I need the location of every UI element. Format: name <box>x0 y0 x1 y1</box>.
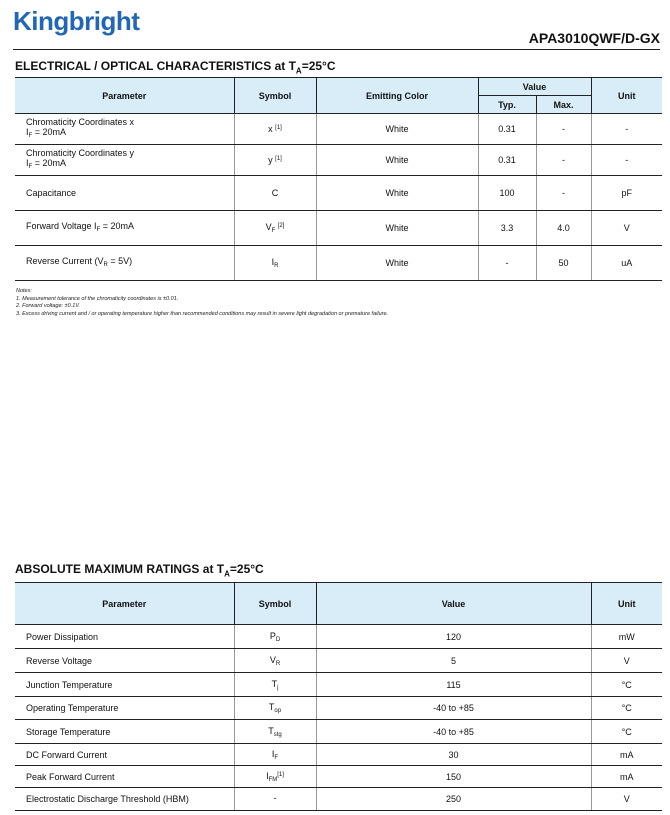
table-row <box>15 649 662 673</box>
header-value: Value <box>478 78 591 96</box>
unit-cell: - <box>591 145 662 176</box>
param-cell: Electrostatic Discharge Threshold (HBM) <box>15 788 234 811</box>
unit-cell: °C <box>591 697 662 720</box>
symbol-cell: $T_{stg}$ <box>234 720 316 744</box>
max-cell: 50 <box>536 246 591 281</box>
symbol-cell: - <box>234 788 316 811</box>
symbol-cell: y [1] <box>234 145 316 176</box>
max-cell: - <box>536 145 591 176</box>
unit-cell: mA <box>591 744 662 766</box>
param-cell: Storage Temperature <box>15 720 234 744</box>
table-row <box>15 145 662 176</box>
unit-cell: V <box>591 211 662 246</box>
brand-logo: Kingbright <box>13 6 140 36</box>
electrical-optical-table <box>15 77 662 281</box>
table-row <box>15 211 662 246</box>
header-symbol: Symbol <box>234 583 316 625</box>
unit-cell: pF <box>591 176 662 211</box>
table-row <box>15 697 662 720</box>
table-row <box>15 673 662 697</box>
unit-cell: - <box>591 114 662 145</box>
symbol-cell: $I_{FM}[1]$ <box>234 766 316 788</box>
param-cell: Reverse Current $(V_R = 5V)$ <box>15 246 234 281</box>
notes <box>16 288 388 318</box>
param-cell: DC Forward Current <box>15 744 234 766</box>
section-title-electrical: ELECTRICAL / OPTICAL CHARACTERISTICS at $T_A=25^\circ C$ <box>15 59 336 76</box>
header-emitting-color: Emitting Color <box>316 78 478 114</box>
section-title-absolute-max: ABSOLUTE MAXIMUM RATINGS at $T_A=25^\circ C$ <box>15 562 264 579</box>
value-cell: 150 <box>316 766 591 788</box>
table-row <box>15 766 662 788</box>
note-3: 3. Excess driving current and / or operating temperature higher than recommended conditions may result in severe light degradation or premature failure. <box>16 310 389 317</box>
header-parameter: Parameter <box>15 78 234 114</box>
unit-cell: uA <box>591 246 662 281</box>
symbol-cell: x [1] <box>234 114 316 145</box>
unit-cell: °C <box>591 673 662 697</box>
table-row <box>15 720 662 744</box>
symbol-cell: $V_R$ <box>234 649 316 673</box>
param-cell: Power Dissipation <box>15 625 234 649</box>
color-cell: White <box>316 145 478 176</box>
param-cell: Forward Voltage $I_F = 20mA$ <box>15 211 234 246</box>
part-number: APA3010QWF/D-GX <box>528 30 660 46</box>
param-cell: Junction Temperature <box>15 673 234 697</box>
header-divider <box>13 49 660 50</box>
typ-cell: 100 <box>478 176 536 211</box>
symbol-cell: $T_j$ <box>234 673 316 697</box>
symbol-cell: $I_F$ <box>234 744 316 766</box>
value-cell: -40 to +85 <box>316 720 591 744</box>
value-cell: 250 <box>316 788 591 811</box>
color-cell: White <box>316 211 478 246</box>
header-max: Max. <box>536 96 591 114</box>
header-parameter: Parameter <box>15 583 234 625</box>
table-row <box>15 246 662 281</box>
unit-cell: mW <box>591 625 662 649</box>
header-symbol: Symbol <box>234 78 316 114</box>
table-row <box>15 625 662 649</box>
unit-cell: V <box>591 649 662 673</box>
notes-heading: Notes: <box>16 288 32 294</box>
max-cell: 4.0 <box>536 211 591 246</box>
table-row <box>15 788 662 811</box>
value-cell: 115 <box>316 673 591 697</box>
header-typ: Typ. <box>478 96 536 114</box>
table-row <box>15 114 662 145</box>
param-cell: Operating Temperature <box>15 697 234 720</box>
value-cell: -40 to +85 <box>316 697 591 720</box>
typ-cell: 3.3 <box>478 211 536 246</box>
symbol-cell: C <box>234 176 316 211</box>
unit-cell: V <box>591 788 662 811</box>
color-cell: White <box>316 114 478 145</box>
table-row <box>15 744 662 766</box>
max-cell: - <box>536 114 591 145</box>
unit-cell: mA <box>591 766 662 788</box>
typ-cell: - <box>478 246 536 281</box>
typ-cell: 0.31 <box>478 145 536 176</box>
typ-cell: 0.31 <box>478 114 536 145</box>
symbol-cell: $T_{op}$ <box>234 697 316 720</box>
value-cell: 120 <box>316 625 591 649</box>
note-2: 2. Forward voltage: ±0.1V. <box>16 303 81 309</box>
param-cell: Reverse Voltage <box>15 649 234 673</box>
param-cell: Chromaticity Coordinates x $I_F = 20mA$ <box>15 114 234 145</box>
table-row <box>15 176 662 211</box>
color-cell: White <box>316 176 478 211</box>
header-value: Value <box>316 583 591 625</box>
symbol-cell: $P_D$ <box>234 625 316 649</box>
header-unit: Unit <box>591 583 662 625</box>
param-cell: Peak Forward Current <box>15 766 234 788</box>
value-cell: 5 <box>316 649 591 673</box>
symbol-cell: $V_F$ [2] <box>234 211 316 246</box>
color-cell: White <box>316 246 478 281</box>
header-unit: Unit <box>591 78 662 114</box>
note-1: 1. Measurement tolerance of the chromaticity coordinates is ±0.01. <box>16 295 179 302</box>
value-cell: 30 <box>316 744 591 766</box>
absolute-max-ratings-table <box>15 582 662 811</box>
param-cell: Capacitance <box>15 176 234 211</box>
unit-cell: °C <box>591 720 662 744</box>
param-cell: Chromaticity Coordinates y $I_F = 20mA$ <box>15 145 234 176</box>
max-cell: - <box>536 176 591 211</box>
symbol-cell: $I_R$ <box>234 246 316 281</box>
